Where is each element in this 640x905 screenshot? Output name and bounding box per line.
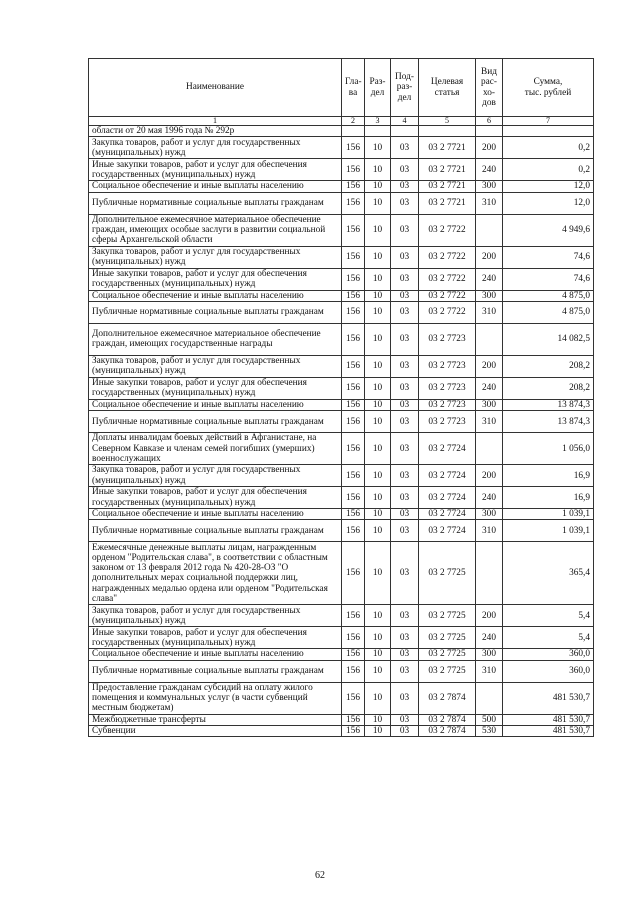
- row-podrazdel-cell: 03: [391, 192, 419, 214]
- row-target-cell: 03 2 7722: [419, 268, 476, 290]
- row-name-cell: Иные закупки товаров, работ и услуг для обеспечения государственных (муниципальных) нужд: [89, 487, 342, 509]
- row-target-cell: 03 2 7724: [419, 487, 476, 509]
- table-row: [89, 290, 594, 301]
- table-row: [89, 509, 594, 520]
- row-target-cell: 03 2 7723: [419, 399, 476, 410]
- column-number-row: [89, 117, 594, 126]
- row-podrazdel-cell: 03: [391, 726, 419, 737]
- column-number: 4: [391, 117, 419, 126]
- row-razdel-cell: 10: [365, 411, 391, 433]
- row-sum-cell: 16,9: [503, 465, 594, 487]
- row-podrazdel-cell: [391, 126, 419, 137]
- row-podrazdel-cell: 03: [391, 660, 419, 682]
- row-name-cell: Закупка товаров, работ и услуг для государственных (муниципальных) нужд: [89, 605, 342, 627]
- row-name-cell: Публичные нормативные социальные выплаты гражданам: [89, 192, 342, 214]
- row-target-cell: 03 2 7724: [419, 465, 476, 487]
- row-target-cell: 03 2 7725: [419, 542, 476, 605]
- row-vid-cell: 240: [476, 627, 503, 649]
- row-glava-cell: 156: [342, 509, 365, 520]
- row-glava-cell: 156: [342, 682, 365, 714]
- row-glava-cell: 156: [342, 268, 365, 290]
- row-target-cell: 03 2 7723: [419, 411, 476, 433]
- header-sum: Сумма, тыс. рублей: [503, 59, 594, 117]
- row-glava-cell: 156: [342, 137, 365, 159]
- row-sum-cell: 481 530,7: [503, 714, 594, 725]
- table-row: [89, 714, 594, 725]
- row-glava-cell: 156: [342, 377, 365, 399]
- row-vid-cell: 310: [476, 301, 503, 323]
- row-vid-cell: 310: [476, 660, 503, 682]
- row-vid-cell: 300: [476, 509, 503, 520]
- row-podrazdel-cell: 03: [391, 433, 419, 465]
- row-name-cell: Публичные нормативные социальные выплаты гражданам: [89, 520, 342, 542]
- row-razdel-cell: 10: [365, 509, 391, 520]
- row-razdel-cell: 10: [365, 726, 391, 737]
- row-vid-cell: 200: [476, 355, 503, 377]
- row-podrazdel-cell: 03: [391, 323, 419, 355]
- row-target-cell: 03 2 7721: [419, 192, 476, 214]
- row-podrazdel-cell: 03: [391, 301, 419, 323]
- row-sum-cell: 0,2: [503, 137, 594, 159]
- table-row: [89, 649, 594, 660]
- row-glava-cell: 156: [342, 290, 365, 301]
- header-target: Целевая статья: [419, 59, 476, 117]
- row-podrazdel-cell: 03: [391, 214, 419, 246]
- row-podrazdel-cell: 03: [391, 682, 419, 714]
- row-glava-cell: 156: [342, 714, 365, 725]
- row-glava-cell: 156: [342, 323, 365, 355]
- row-vid-cell: 300: [476, 649, 503, 660]
- row-sum-cell: 0,2: [503, 159, 594, 181]
- row-sum-cell: 16,9: [503, 487, 594, 509]
- row-podrazdel-cell: 03: [391, 411, 419, 433]
- table-header-row: [89, 59, 594, 117]
- table-row: [89, 542, 594, 605]
- column-number: 5: [419, 117, 476, 126]
- column-number: 2: [342, 117, 365, 126]
- row-glava-cell: 156: [342, 726, 365, 737]
- row-vid-cell: [476, 323, 503, 355]
- row-name-cell: области от 20 мая 1996 года № 292р: [89, 126, 342, 137]
- row-vid-cell: [476, 126, 503, 137]
- row-glava-cell: 156: [342, 627, 365, 649]
- table-row: [89, 487, 594, 509]
- row-name-cell: Межбюджетные трансферты: [89, 714, 342, 725]
- row-podrazdel-cell: 03: [391, 377, 419, 399]
- row-razdel-cell: 10: [365, 433, 391, 465]
- row-name-cell: Дополнительное ежемесячное материальное обеспечение граждан, имеющих государственные награды: [89, 323, 342, 355]
- row-razdel-cell: 10: [365, 714, 391, 725]
- row-sum-cell: 12,0: [503, 192, 594, 214]
- table-row: [89, 411, 594, 433]
- row-razdel-cell: [365, 126, 391, 137]
- row-razdel-cell: 10: [365, 682, 391, 714]
- row-glava-cell: 156: [342, 649, 365, 660]
- row-razdel-cell: 10: [365, 399, 391, 410]
- row-vid-cell: 530: [476, 726, 503, 737]
- column-number: 7: [503, 117, 594, 126]
- row-target-cell: 03 2 7724: [419, 433, 476, 465]
- row-razdel-cell: 10: [365, 268, 391, 290]
- row-target-cell: 03 2 7874: [419, 682, 476, 714]
- row-podrazdel-cell: 03: [391, 181, 419, 192]
- row-podrazdel-cell: 03: [391, 159, 419, 181]
- row-sum-cell: 5,4: [503, 627, 594, 649]
- row-name-cell: Закупка товаров, работ и услуг для государственных (муниципальных) нужд: [89, 246, 342, 268]
- row-sum-cell: 360,0: [503, 649, 594, 660]
- row-name-cell: Доплаты инвалидам боевых действий в Афганистане, на Северном Кавказе и членам семей погибших (умерших) военнослужащих: [89, 433, 342, 465]
- table-row: [89, 301, 594, 323]
- row-razdel-cell: 10: [365, 542, 391, 605]
- row-target-cell: 03 2 7724: [419, 509, 476, 520]
- row-vid-cell: 300: [476, 399, 503, 410]
- table-body: [89, 126, 594, 737]
- row-podrazdel-cell: 03: [391, 509, 419, 520]
- row-vid-cell: 240: [476, 377, 503, 399]
- row-podrazdel-cell: 03: [391, 268, 419, 290]
- row-vid-cell: 200: [476, 605, 503, 627]
- row-razdel-cell: 10: [365, 660, 391, 682]
- table-row: [89, 433, 594, 465]
- row-glava-cell: 156: [342, 465, 365, 487]
- table-row: [89, 399, 594, 410]
- row-razdel-cell: 10: [365, 627, 391, 649]
- row-glava-cell: 156: [342, 605, 365, 627]
- budget-table: [88, 58, 594, 737]
- row-sum-cell: 365,4: [503, 542, 594, 605]
- row-razdel-cell: 10: [365, 137, 391, 159]
- row-vid-cell: [476, 542, 503, 605]
- row-sum-cell: 1 039,1: [503, 520, 594, 542]
- table-row: [89, 660, 594, 682]
- table-row: [89, 246, 594, 268]
- row-razdel-cell: 10: [365, 520, 391, 542]
- row-sum-cell: 1 056,0: [503, 433, 594, 465]
- row-sum-cell: 13 874,3: [503, 411, 594, 433]
- row-vid-cell: [476, 214, 503, 246]
- table-row: [89, 181, 594, 192]
- row-glava-cell: 156: [342, 487, 365, 509]
- row-sum-cell: 360,0: [503, 660, 594, 682]
- row-podrazdel-cell: 03: [391, 355, 419, 377]
- row-razdel-cell: 10: [365, 355, 391, 377]
- table-row: [89, 605, 594, 627]
- row-razdel-cell: 10: [365, 246, 391, 268]
- row-name-cell: Дополнительное ежемесячное материальное обеспечение граждан, имеющих особые заслуги в развитии социальной сферы Архангельской области: [89, 214, 342, 246]
- row-sum-cell: 481 530,7: [503, 726, 594, 737]
- row-name-cell: Закупка товаров, работ и услуг для государственных (муниципальных) нужд: [89, 465, 342, 487]
- table-row: [89, 377, 594, 399]
- row-razdel-cell: 10: [365, 181, 391, 192]
- row-sum-cell: 4 949,6: [503, 214, 594, 246]
- row-vid-cell: [476, 433, 503, 465]
- table-row: [89, 214, 594, 246]
- header-glava: Гла- ва: [342, 59, 365, 117]
- row-target-cell: 03 2 7721: [419, 137, 476, 159]
- row-glava-cell: 156: [342, 411, 365, 433]
- row-glava-cell: 156: [342, 355, 365, 377]
- row-vid-cell: 200: [476, 465, 503, 487]
- header-name: Наименование: [89, 59, 342, 117]
- row-sum-cell: [503, 126, 594, 137]
- row-name-cell: Закупка товаров, работ и услуг для государственных (муниципальных) нужд: [89, 355, 342, 377]
- row-vid-cell: 310: [476, 520, 503, 542]
- row-target-cell: 03 2 7722: [419, 214, 476, 246]
- row-name-cell: Иные закупки товаров, работ и услуг для обеспечения государственных (муниципальных) нужд: [89, 268, 342, 290]
- header-razdel: Раз- дел: [365, 59, 391, 117]
- row-glava-cell: 156: [342, 520, 365, 542]
- row-sum-cell: 74,6: [503, 246, 594, 268]
- row-vid-cell: 300: [476, 181, 503, 192]
- table-row: [89, 520, 594, 542]
- header-vid: Вид рас- хо- дов: [476, 59, 503, 117]
- row-glava-cell: 156: [342, 159, 365, 181]
- table-row: [89, 126, 594, 137]
- row-name-cell: Социальное обеспечение и иные выплаты населению: [89, 290, 342, 301]
- table-row: [89, 323, 594, 355]
- row-glava-cell: 156: [342, 660, 365, 682]
- row-razdel-cell: 10: [365, 377, 391, 399]
- row-name-cell: Социальное обеспечение и иные выплаты населению: [89, 649, 342, 660]
- row-vid-cell: [476, 682, 503, 714]
- row-target-cell: [419, 126, 476, 137]
- row-name-cell: Предоставление гражданам субсидий на оплату жилого помещения и коммунальных услуг (в части субвенций местным бюджетам): [89, 682, 342, 714]
- row-razdel-cell: 10: [365, 323, 391, 355]
- table-row: [89, 268, 594, 290]
- row-glava-cell: 156: [342, 181, 365, 192]
- row-vid-cell: 200: [476, 137, 503, 159]
- row-razdel-cell: 10: [365, 301, 391, 323]
- row-vid-cell: 500: [476, 714, 503, 725]
- row-target-cell: 03 2 7723: [419, 355, 476, 377]
- row-sum-cell: 12,0: [503, 181, 594, 192]
- row-target-cell: 03 2 7721: [419, 159, 476, 181]
- row-podrazdel-cell: 03: [391, 627, 419, 649]
- row-glava-cell: 156: [342, 542, 365, 605]
- row-podrazdel-cell: 03: [391, 520, 419, 542]
- row-sum-cell: 208,2: [503, 377, 594, 399]
- row-target-cell: 03 2 7723: [419, 323, 476, 355]
- row-name-cell: Иные закупки товаров, работ и услуг для обеспечения государственных (муниципальных) нужд: [89, 627, 342, 649]
- row-target-cell: 03 2 7723: [419, 377, 476, 399]
- row-target-cell: 03 2 7874: [419, 726, 476, 737]
- row-razdel-cell: 10: [365, 214, 391, 246]
- row-name-cell: Социальное обеспечение и иные выплаты населению: [89, 399, 342, 410]
- header-podrazdel: Под- раз- дел: [391, 59, 419, 117]
- row-name-cell: Социальное обеспечение и иные выплаты населению: [89, 181, 342, 192]
- table-row: [89, 627, 594, 649]
- page-number: 62: [315, 870, 325, 881]
- row-target-cell: 03 2 7721: [419, 181, 476, 192]
- row-vid-cell: 240: [476, 159, 503, 181]
- row-name-cell: Ежемесячные денежные выплаты лицам, награжденным орденом "Родительская слава", в соответствии с областным законом от 13 февраля 2012 года № 420-28-ОЗ "О дополнительных мерах социальной поддержки лиц, награжденных медалью ордена или орденом "Родительская слава": [89, 542, 342, 605]
- table-row: [89, 682, 594, 714]
- row-sum-cell: 5,4: [503, 605, 594, 627]
- row-razdel-cell: 10: [365, 465, 391, 487]
- row-sum-cell: 74,6: [503, 268, 594, 290]
- row-podrazdel-cell: 03: [391, 290, 419, 301]
- row-podrazdel-cell: 03: [391, 246, 419, 268]
- table-row: [89, 192, 594, 214]
- row-podrazdel-cell: 03: [391, 137, 419, 159]
- column-number: 1: [89, 117, 342, 126]
- table-row: [89, 159, 594, 181]
- row-vid-cell: 200: [476, 246, 503, 268]
- row-glava-cell: 156: [342, 192, 365, 214]
- row-glava-cell: 156: [342, 246, 365, 268]
- row-name-cell: Иные закупки товаров, работ и услуг для обеспечения государственных (муниципальных) нужд: [89, 377, 342, 399]
- row-sum-cell: 4 875,0: [503, 301, 594, 323]
- row-target-cell: 03 2 7722: [419, 246, 476, 268]
- row-vid-cell: 310: [476, 192, 503, 214]
- row-target-cell: 03 2 7725: [419, 605, 476, 627]
- row-vid-cell: 300: [476, 290, 503, 301]
- row-name-cell: Публичные нормативные социальные выплаты гражданам: [89, 301, 342, 323]
- row-razdel-cell: 10: [365, 192, 391, 214]
- row-glava-cell: 156: [342, 433, 365, 465]
- row-podrazdel-cell: 03: [391, 714, 419, 725]
- column-number: 3: [365, 117, 391, 126]
- row-target-cell: 03 2 7725: [419, 660, 476, 682]
- row-vid-cell: 240: [476, 268, 503, 290]
- row-podrazdel-cell: 03: [391, 465, 419, 487]
- row-razdel-cell: 10: [365, 159, 391, 181]
- row-razdel-cell: 10: [365, 290, 391, 301]
- row-razdel-cell: 10: [365, 605, 391, 627]
- row-name-cell: Закупка товаров, работ и услуг для государственных (муниципальных) нужд: [89, 137, 342, 159]
- row-podrazdel-cell: 03: [391, 542, 419, 605]
- row-vid-cell: 310: [476, 411, 503, 433]
- row-sum-cell: 481 530,7: [503, 682, 594, 714]
- row-name-cell: Субвенции: [89, 726, 342, 737]
- row-sum-cell: 14 082,5: [503, 323, 594, 355]
- table-row: [89, 726, 594, 737]
- row-podrazdel-cell: 03: [391, 399, 419, 410]
- table-row: [89, 465, 594, 487]
- table-row: [89, 355, 594, 377]
- row-name-cell: Иные закупки товаров, работ и услуг для обеспечения государственных (муниципальных) нужд: [89, 159, 342, 181]
- row-podrazdel-cell: 03: [391, 649, 419, 660]
- row-target-cell: 03 2 7725: [419, 649, 476, 660]
- table-row: [89, 137, 594, 159]
- row-glava-cell: 156: [342, 399, 365, 410]
- row-name-cell: Социальное обеспечение и иные выплаты населению: [89, 509, 342, 520]
- row-razdel-cell: 10: [365, 487, 391, 509]
- row-sum-cell: 13 874,3: [503, 399, 594, 410]
- row-sum-cell: 1 039,1: [503, 509, 594, 520]
- row-glava-cell: 156: [342, 214, 365, 246]
- row-target-cell: 03 2 7874: [419, 714, 476, 725]
- row-target-cell: 03 2 7725: [419, 627, 476, 649]
- row-razdel-cell: 10: [365, 649, 391, 660]
- row-podrazdel-cell: 03: [391, 605, 419, 627]
- row-target-cell: 03 2 7722: [419, 290, 476, 301]
- row-glava-cell: 156: [342, 301, 365, 323]
- row-podrazdel-cell: 03: [391, 487, 419, 509]
- row-name-cell: Публичные нормативные социальные выплаты гражданам: [89, 660, 342, 682]
- row-sum-cell: 208,2: [503, 355, 594, 377]
- row-vid-cell: 240: [476, 487, 503, 509]
- row-name-cell: Публичные нормативные социальные выплаты гражданам: [89, 411, 342, 433]
- column-number: 6: [476, 117, 503, 126]
- row-target-cell: 03 2 7724: [419, 520, 476, 542]
- row-glava-cell: [342, 126, 365, 137]
- row-target-cell: 03 2 7722: [419, 301, 476, 323]
- row-sum-cell: 4 875,0: [503, 290, 594, 301]
